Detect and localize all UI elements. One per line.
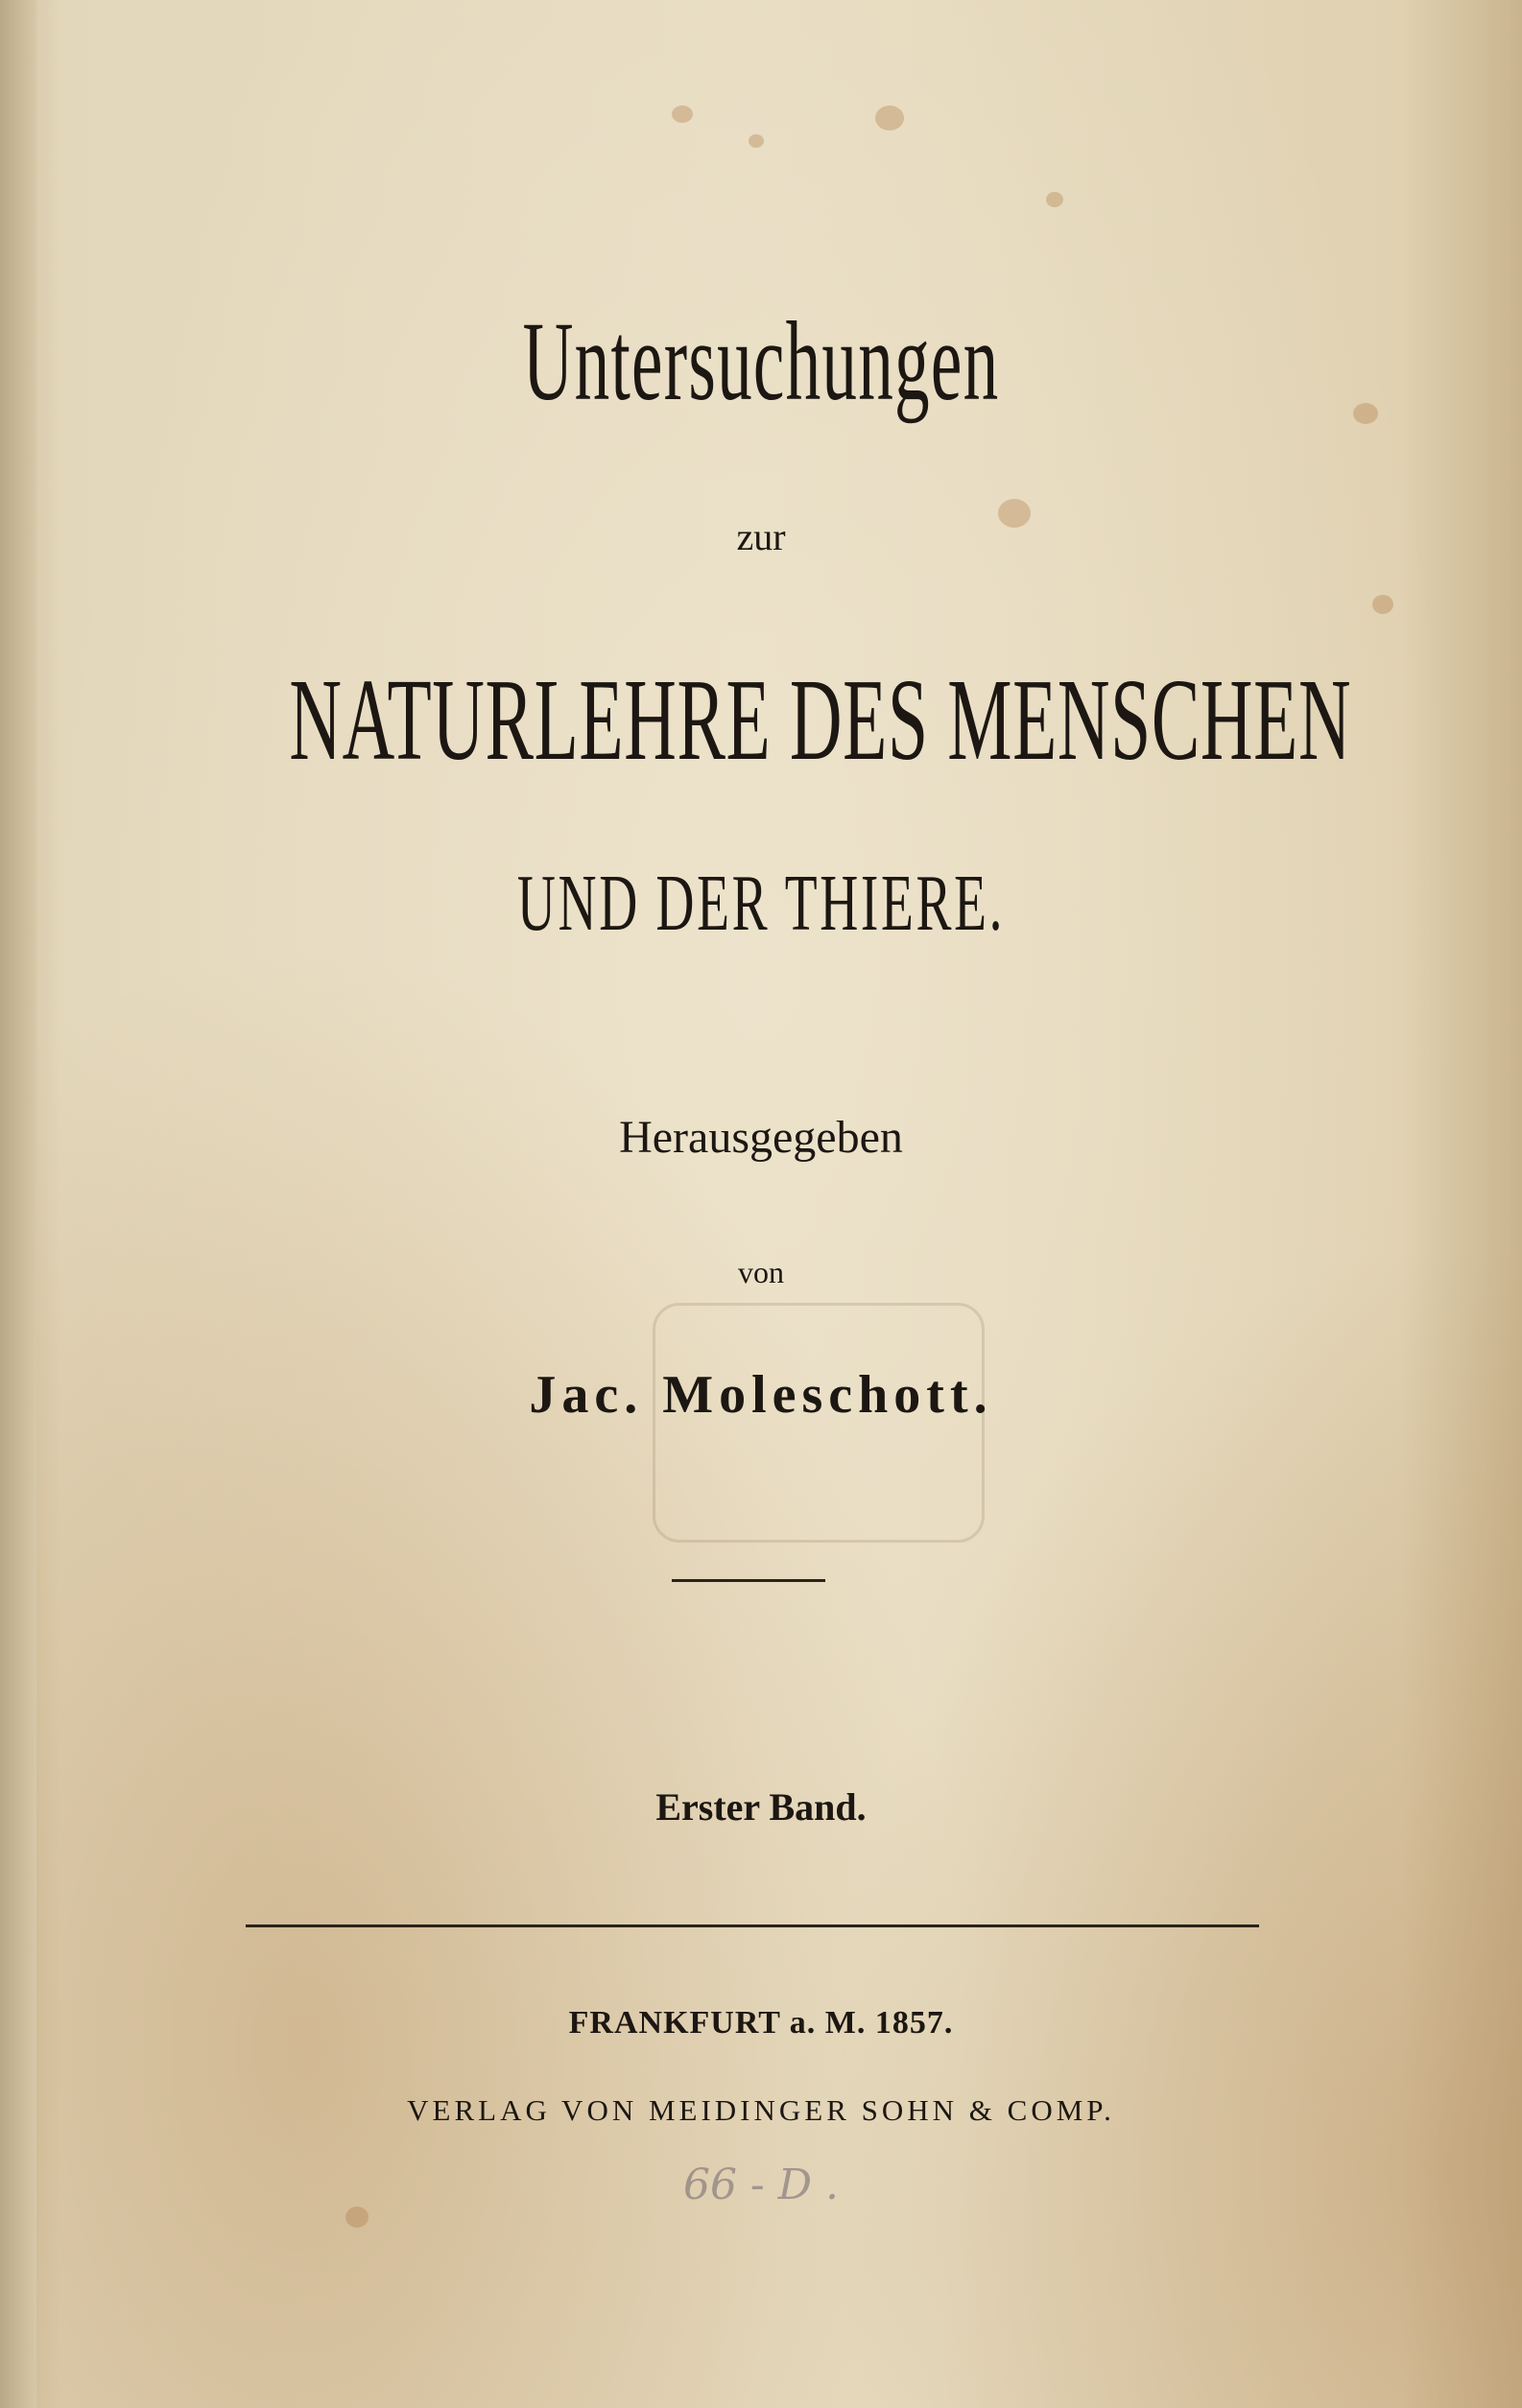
foxing-spot <box>875 106 904 130</box>
editor-label: Herausgegeben <box>619 1112 903 1163</box>
imprint-line: FRANKFURT a. M. 1857. <box>568 2005 954 2041</box>
subject-line-1: NATURLEHRE DES MENSCHEN <box>289 655 1352 785</box>
main-title: Untersuchungen <box>522 298 1000 424</box>
author-name: Jac. Moleschott. <box>529 1365 993 1425</box>
publisher-line: VERLAG VON MEIDINGER SOHN & COMP. <box>407 2093 1115 2127</box>
binding-gutter <box>0 0 36 2408</box>
foxing-spot <box>1046 192 1063 207</box>
foxing-spot <box>1372 595 1393 614</box>
by-label: von <box>738 1255 784 1289</box>
foxing-spot <box>1353 403 1378 424</box>
long-divider <box>246 1924 1259 1927</box>
handwritten-shelfmark: 66 - D . <box>682 2160 840 2209</box>
title-connector: zur <box>736 515 786 558</box>
foxing-spot <box>345 2207 369 2228</box>
subject-line-2: UND DER THIERE. <box>516 859 1006 948</box>
short-divider <box>672 1579 825 1582</box>
foxing-spot <box>749 134 764 148</box>
foxing-spot <box>672 106 693 123</box>
volume-label: Erster Band. <box>655 1785 867 1829</box>
